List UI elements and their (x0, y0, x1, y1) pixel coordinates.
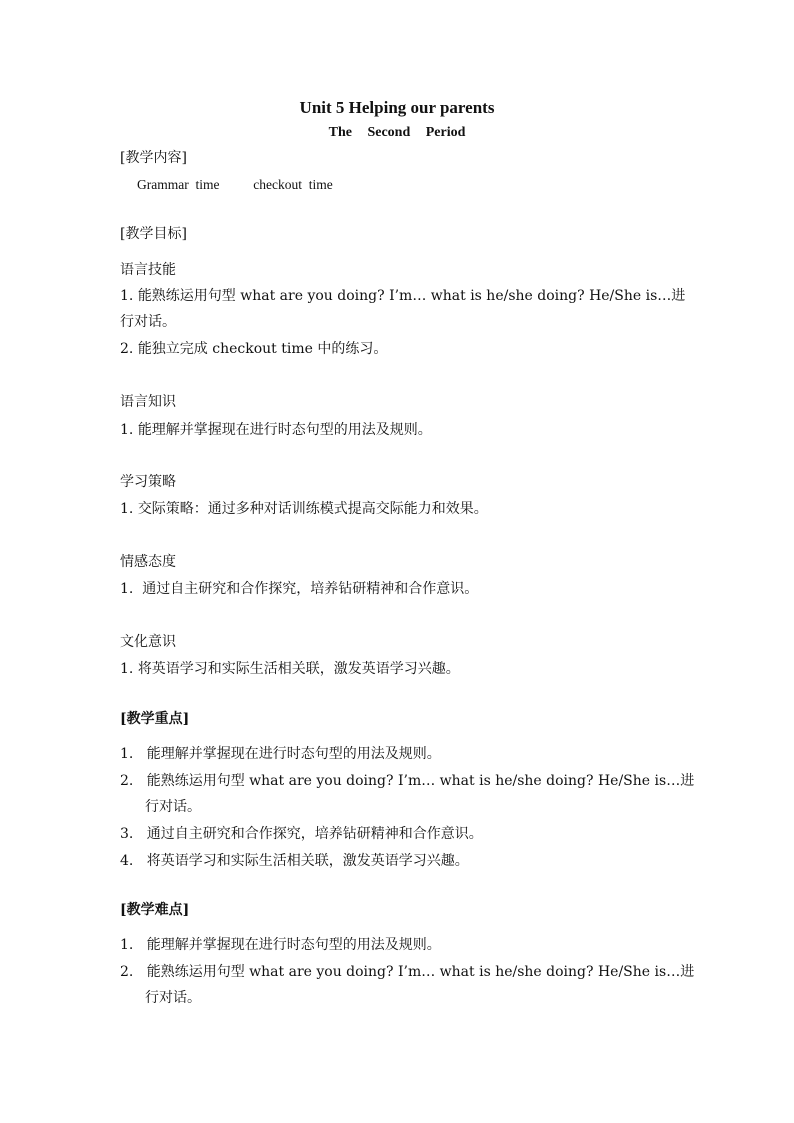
key-points-item-3 (120, 824, 483, 844)
item-text: 能熟练运用句型 what are you doing? I’m… what is he/she doing? He/She is…进 (146, 773, 695, 789)
item-number: 1. (120, 937, 134, 953)
item-text: 通过自主研究和合作探究，培养钻研精神和合作意识。 (142, 581, 479, 597)
key-points-heading: [教学重点] (120, 711, 190, 727)
item-number: 4. (120, 853, 134, 869)
culture-item-1 (120, 659, 460, 679)
emotion-item-1 (120, 579, 478, 599)
item-number: 1. (120, 422, 134, 438)
document-subtitle: The Second Period (328, 125, 466, 140)
item-text: 能理解并掌握现在进行时态句型的用法及规则。 (137, 422, 432, 438)
key-points-item-1 (120, 744, 441, 764)
item-text: 将英语学习和实际生活相关联，激发英语学习兴趣。 (146, 853, 469, 869)
item-number: 1. (120, 581, 134, 597)
item-text: 将英语学习和实际生活相关联，激发英语学习兴趣。 (137, 661, 460, 677)
difficult-points-heading: [教学难点] (120, 902, 190, 918)
goals-heading: [教学目标] (120, 226, 187, 242)
item-text: 能熟练运用句型 what are you doing? I’m… what is he/she doing? He/She is…进 (146, 964, 695, 980)
skills-item-1 (120, 286, 685, 306)
item-text: 能理解并掌握现在进行时态句型的用法及规则。 (146, 746, 441, 762)
strategy-heading: 学习策略 (120, 474, 176, 490)
item-text: 交际策略：通过多种对话训练模式提高交际能力和效果。 (137, 501, 488, 517)
content-heading: [教学内容] (120, 150, 187, 166)
key-points-item-4 (120, 851, 469, 871)
item-number: 3. (120, 826, 134, 842)
skills-item-1-continuation: 行对话。 (120, 314, 176, 330)
key-points-item-2-continuation: 行对话。 (145, 799, 201, 815)
item-number: 2. (120, 773, 134, 789)
culture-heading: 文化意识 (120, 634, 176, 650)
knowledge-item-1 (120, 420, 432, 440)
item-text: 能独立完成 checkout time 中的练习。 (137, 341, 388, 357)
content-text: Grammar time checkout time (137, 177, 333, 192)
difficult-points-item-2-continuation: 行对话。 (145, 990, 201, 1006)
difficult-points-item-1 (120, 935, 441, 955)
item-number: 2. (120, 341, 134, 357)
difficult-points-item-2 (120, 962, 694, 982)
strategy-item-1 (120, 499, 488, 519)
item-number: 1. (120, 501, 134, 517)
item-number: 2. (120, 964, 134, 980)
key-points-item-2 (120, 771, 694, 791)
knowledge-heading: 语言知识 (120, 394, 176, 410)
item-number: 1. (120, 661, 134, 677)
item-text: 能理解并掌握现在进行时态句型的用法及规则。 (146, 937, 441, 953)
item-text: 通过自主研究和合作探究，培养钻研精神和合作意识。 (146, 826, 483, 842)
skills-heading: 语言技能 (120, 262, 176, 278)
document-title: Unit 5 Helping our parents (299, 98, 495, 117)
skills-item-2 (120, 339, 387, 359)
item-number: 1. (120, 746, 134, 762)
item-text: 能熟练运用句型 what are you doing? I’m… what is he/she doing? He/She is…进 (137, 288, 686, 304)
item-number: 1. (120, 288, 134, 304)
emotion-heading: 情感态度 (120, 554, 176, 570)
